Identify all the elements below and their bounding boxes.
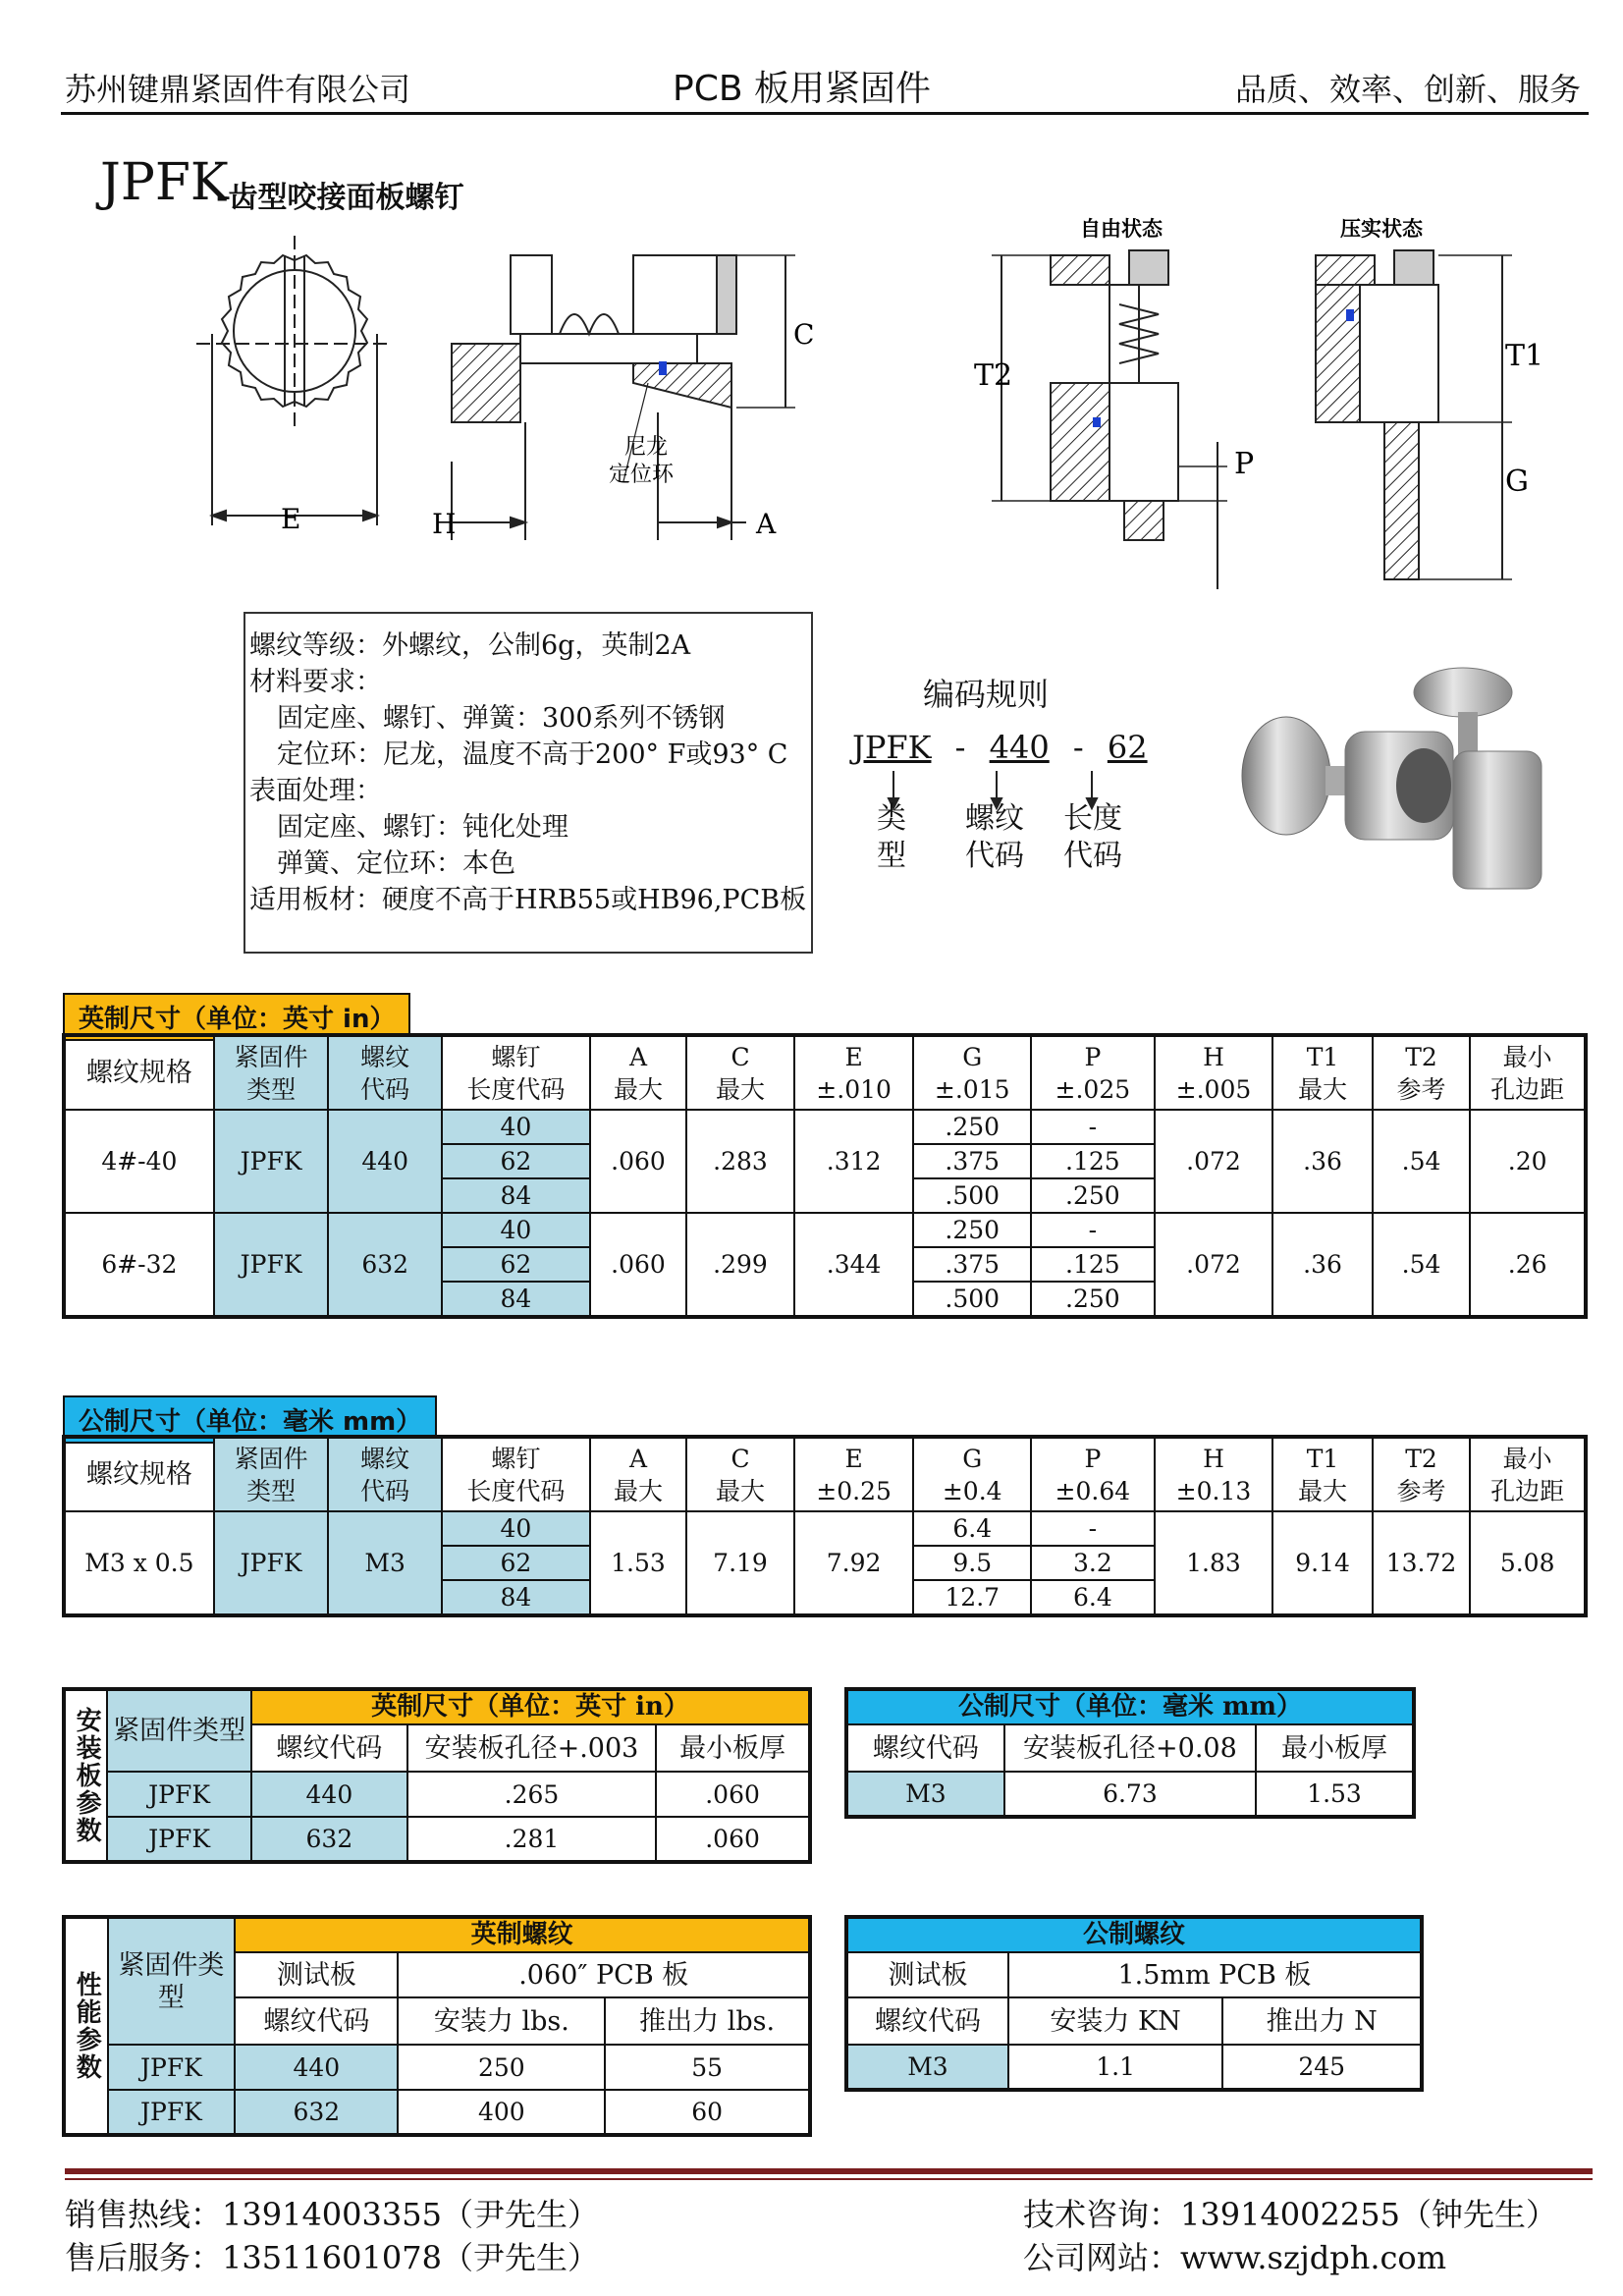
imperial-test-board: .060″ PCB 板 bbox=[398, 1952, 810, 1997]
side-section bbox=[452, 255, 795, 540]
col-header: 最小板厚 bbox=[1256, 1724, 1414, 1772]
label-t1: T1 bbox=[1505, 339, 1544, 373]
cell: JPFK bbox=[108, 2090, 236, 2135]
perf-imperial-tag: 英制螺纹 bbox=[235, 1917, 810, 1952]
cell: .281 bbox=[407, 1817, 656, 1862]
cell: 1.1 bbox=[1008, 2045, 1222, 2090]
cell: 6#-32 bbox=[64, 1213, 214, 1317]
product-photo bbox=[1217, 663, 1551, 899]
col-header: 紧固件 类型 bbox=[214, 1437, 329, 1511]
cell: 40 bbox=[442, 1110, 590, 1144]
product-code: JPFK bbox=[100, 153, 229, 212]
cell: 440 bbox=[235, 2045, 398, 2090]
cell: 440 bbox=[251, 1772, 407, 1817]
imperial-tag: 英制尺寸（单位：英寸 in） bbox=[63, 993, 410, 1041]
col-header: 螺纹规格 bbox=[64, 1035, 214, 1110]
spec-line: 表面处理： bbox=[249, 776, 382, 806]
metric-test-board: 1.5mm PCB 板 bbox=[1008, 1952, 1422, 1997]
col-header: P ±.025 bbox=[1031, 1035, 1155, 1110]
table-row bbox=[64, 2090, 810, 2135]
table-row bbox=[64, 1213, 1586, 1247]
col-header: G ±0.4 bbox=[913, 1437, 1031, 1511]
label-g: G bbox=[1505, 465, 1529, 499]
cell: .250 bbox=[1031, 1178, 1155, 1213]
cell: JPFK bbox=[214, 1213, 329, 1317]
footer-rule-thin bbox=[65, 2178, 1593, 2180]
col-header: 螺纹 代码 bbox=[328, 1035, 442, 1110]
col-header: G ±.015 bbox=[913, 1035, 1031, 1110]
cell: .125 bbox=[1031, 1144, 1155, 1178]
spec-line: 材料要求： bbox=[249, 667, 382, 697]
coding-example bbox=[852, 729, 1148, 766]
cell: .250 bbox=[913, 1213, 1031, 1247]
spec-line: 定位环：尼龙，温度不高于200° F或93° C bbox=[277, 739, 788, 770]
header-row bbox=[64, 1035, 1586, 1110]
spec-line: 适用板材：硬度不高于HRB55或HB96,PCB板 bbox=[249, 885, 807, 915]
label-h: H bbox=[432, 508, 457, 540]
cell: 40 bbox=[442, 1213, 590, 1247]
cell: 4#-40 bbox=[64, 1110, 214, 1213]
label-c: C bbox=[793, 318, 815, 351]
header-rule bbox=[61, 112, 1589, 115]
col-header: C 最大 bbox=[686, 1035, 794, 1110]
col-header: 推出力 lbs. bbox=[605, 1997, 810, 2045]
col-header: 螺纹代码 bbox=[251, 1724, 407, 1772]
cell: 7.19 bbox=[686, 1511, 794, 1615]
coding-thread: 440 bbox=[989, 729, 1050, 766]
cell: .250 bbox=[1031, 1282, 1155, 1317]
cell: .060 bbox=[590, 1110, 687, 1213]
cell: 245 bbox=[1222, 2045, 1422, 2090]
perf-side-label: 性能参数 bbox=[64, 1917, 108, 2135]
cell: 9.14 bbox=[1272, 1511, 1373, 1615]
cell: JPFK bbox=[107, 1817, 251, 1862]
col-header: 螺纹代码 bbox=[846, 1997, 1008, 2045]
cell: M3 bbox=[846, 2045, 1008, 2090]
label-a: A bbox=[756, 508, 777, 540]
coding-label-length: 长度 代码 bbox=[1063, 801, 1122, 873]
install-imperial-tag: 英制尺寸（单位：英寸 in） bbox=[251, 1689, 810, 1724]
cell: - bbox=[1031, 1511, 1155, 1546]
metric-table bbox=[62, 1435, 1588, 1617]
perf-metric-tag: 公制螺纹 bbox=[846, 1917, 1422, 1952]
cell: .344 bbox=[794, 1213, 914, 1317]
cell: - bbox=[1031, 1213, 1155, 1247]
coding-dash: - bbox=[1072, 729, 1084, 766]
cell: .500 bbox=[913, 1282, 1031, 1317]
free-state-drawing bbox=[992, 250, 1227, 589]
spec-line: 螺纹等级：外螺纹，公制6g，英制2A bbox=[249, 630, 691, 661]
website: 公司网站：www.szjdph.com bbox=[1023, 2239, 1447, 2276]
col-header: 最小板厚 bbox=[656, 1724, 810, 1772]
coding-label-type: 类 型 bbox=[877, 801, 906, 873]
cell: 1.53 bbox=[1256, 1772, 1414, 1817]
cell: 5.08 bbox=[1470, 1511, 1586, 1615]
perf-type-header: 紧固件类型 bbox=[108, 1917, 236, 2045]
col-header: 安装板孔径+.003 bbox=[407, 1724, 656, 1772]
col-header: H ±.005 bbox=[1155, 1035, 1273, 1110]
cell: 6.73 bbox=[1004, 1772, 1256, 1817]
cell: 250 bbox=[398, 2045, 605, 2090]
label-nylon: 尼龙 bbox=[624, 435, 669, 460]
col-header: 螺钉 长度代码 bbox=[442, 1035, 590, 1110]
perf-imperial-table bbox=[62, 1915, 812, 2137]
cell: 6.4 bbox=[913, 1511, 1031, 1546]
coding-title: 编码规则 bbox=[923, 676, 1050, 713]
cell: .072 bbox=[1155, 1213, 1273, 1317]
cell: .26 bbox=[1470, 1213, 1586, 1317]
footer-rule bbox=[65, 2168, 1593, 2174]
col-header: 螺钉 长度代码 bbox=[442, 1437, 590, 1511]
cell: 440 bbox=[328, 1110, 442, 1213]
cell: 84 bbox=[442, 1282, 590, 1317]
after-sales: 售后服务：13511601078（尹先生） bbox=[65, 2239, 599, 2276]
col-header: H ±0.13 bbox=[1155, 1437, 1273, 1511]
product-name: -齿型咬接面板螺钉 bbox=[216, 181, 464, 215]
table-row bbox=[64, 1817, 810, 1862]
cell: .283 bbox=[686, 1110, 794, 1213]
col-header: 安装力 KN bbox=[1008, 1997, 1222, 2045]
cell: 3.2 bbox=[1031, 1546, 1155, 1580]
cell: .312 bbox=[794, 1110, 914, 1213]
label-ring: 定位环 bbox=[609, 463, 675, 487]
slogan: 品质、效率、创新、服务 bbox=[1235, 71, 1582, 108]
cell: .375 bbox=[913, 1247, 1031, 1282]
cell: 7.92 bbox=[794, 1511, 914, 1615]
col-header: A 最大 bbox=[590, 1437, 687, 1511]
cell: .20 bbox=[1470, 1110, 1586, 1213]
col-header: 安装力 lbs. bbox=[398, 1997, 605, 2045]
cell: JPFK bbox=[108, 2045, 236, 2090]
col-header: 螺纹代码 bbox=[846, 1724, 1004, 1772]
cell: - bbox=[1031, 1110, 1155, 1144]
cell: M3 x 0.5 bbox=[64, 1511, 214, 1615]
col-header: A 最大 bbox=[590, 1035, 687, 1110]
col-header: 安装板孔径+0.08 bbox=[1004, 1724, 1256, 1772]
cell: JPFK bbox=[107, 1772, 251, 1817]
label-p: P bbox=[1234, 447, 1255, 481]
cell: .072 bbox=[1155, 1110, 1273, 1213]
cell: JPFK bbox=[214, 1110, 329, 1213]
free-state-label: 自由状态 bbox=[1080, 217, 1163, 241]
install-metric-tag: 公制尺寸（单位：毫米 mm） bbox=[846, 1689, 1414, 1724]
cell: 9.5 bbox=[913, 1546, 1031, 1580]
cell: 84 bbox=[442, 1580, 590, 1615]
col-header: T2 参考 bbox=[1373, 1035, 1471, 1110]
col-header: 螺纹规格 bbox=[64, 1437, 214, 1511]
col-header: 螺纹代码 bbox=[235, 1997, 398, 2045]
col-header: 最小 孔边距 bbox=[1470, 1035, 1586, 1110]
cell: 400 bbox=[398, 2090, 605, 2135]
install-metric-table bbox=[844, 1687, 1416, 1819]
pressed-state-label: 压实状态 bbox=[1340, 217, 1423, 241]
technical-drawing bbox=[187, 216, 1561, 589]
cell: 40 bbox=[442, 1511, 590, 1546]
cell: 62 bbox=[442, 1144, 590, 1178]
coding-label-thread: 螺纹 代码 bbox=[965, 801, 1024, 873]
col-header: E ±0.25 bbox=[794, 1437, 914, 1511]
col-header: T2 参考 bbox=[1373, 1437, 1471, 1511]
col-header: 最小 孔边距 bbox=[1470, 1437, 1586, 1511]
sales-hotline: 销售热线：13914003355（尹先生） bbox=[65, 2196, 599, 2233]
col-header: 推出力 N bbox=[1222, 1997, 1422, 2045]
cell: 632 bbox=[328, 1213, 442, 1317]
install-imperial-table bbox=[62, 1687, 812, 1864]
table-row bbox=[64, 1511, 1586, 1546]
cell: .500 bbox=[913, 1178, 1031, 1213]
col-header: T1 最大 bbox=[1272, 1437, 1373, 1511]
imperial-table bbox=[62, 1033, 1588, 1319]
coding-type: JPFK bbox=[852, 729, 932, 766]
top-view-gear bbox=[196, 236, 393, 525]
install-side-label: 安装板参数 bbox=[64, 1689, 107, 1862]
cell: 1.53 bbox=[590, 1511, 687, 1615]
col-header: 螺纹 代码 bbox=[328, 1437, 442, 1511]
cell: M3 bbox=[328, 1511, 442, 1615]
col-header: 紧固件 类型 bbox=[214, 1035, 329, 1110]
cell: 6.4 bbox=[1031, 1580, 1155, 1615]
cell: .54 bbox=[1373, 1213, 1471, 1317]
col-header: E ±.010 bbox=[794, 1035, 914, 1110]
table-row bbox=[64, 2045, 810, 2090]
header-row bbox=[64, 1437, 1586, 1511]
test-label: 测试板 bbox=[846, 1952, 1008, 1997]
coding-length: 62 bbox=[1107, 729, 1148, 766]
cell: .250 bbox=[913, 1110, 1031, 1144]
cell: .125 bbox=[1031, 1247, 1155, 1282]
col-header: P ±0.64 bbox=[1031, 1437, 1155, 1511]
metric-tag: 公制尺寸（单位：毫米 mm） bbox=[63, 1395, 437, 1444]
spec-box bbox=[243, 612, 813, 954]
table-row bbox=[846, 1772, 1414, 1817]
cell: 55 bbox=[605, 2045, 810, 2090]
spec-line: 固定座、螺钉、弹簧：300系列不锈钢 bbox=[277, 703, 726, 734]
cell: 632 bbox=[251, 1817, 407, 1862]
cell: .36 bbox=[1272, 1213, 1373, 1317]
cell: 60 bbox=[605, 2090, 810, 2135]
page-title: PCB 板用紧固件 bbox=[673, 69, 931, 109]
cell: .36 bbox=[1272, 1110, 1373, 1213]
pressed-state-drawing bbox=[1316, 250, 1512, 579]
company-name: 苏州键鼎紧固件有限公司 bbox=[65, 71, 411, 108]
cell: 84 bbox=[442, 1178, 590, 1213]
tech-consult: 技术咨询：13914002255（钟先生） bbox=[1023, 2196, 1557, 2233]
cell: .54 bbox=[1373, 1110, 1471, 1213]
cell: .060 bbox=[590, 1213, 687, 1317]
spec-line: 固定座、螺钉：钝化处理 bbox=[277, 812, 568, 843]
table-row bbox=[64, 1110, 1586, 1144]
col-header: T1 最大 bbox=[1272, 1035, 1373, 1110]
cell: .375 bbox=[913, 1144, 1031, 1178]
cell: .299 bbox=[686, 1213, 794, 1317]
col-header: C 最大 bbox=[686, 1437, 794, 1511]
cell: 12.7 bbox=[913, 1580, 1031, 1615]
cell: JPFK bbox=[214, 1511, 329, 1615]
cell: 13.72 bbox=[1373, 1511, 1471, 1615]
spec-line: 弹簧、定位环：本色 bbox=[277, 848, 515, 879]
cell: .265 bbox=[407, 1772, 656, 1817]
coding-dash: - bbox=[954, 729, 966, 766]
label-t2: T2 bbox=[974, 358, 1013, 393]
perf-metric-table bbox=[844, 1915, 1424, 2092]
cell: .060 bbox=[656, 1817, 810, 1862]
test-label: 测试板 bbox=[235, 1952, 398, 1997]
cell: M3 bbox=[846, 1772, 1004, 1817]
table-row bbox=[846, 2045, 1422, 2090]
cell: .060 bbox=[656, 1772, 810, 1817]
cell: 632 bbox=[235, 2090, 398, 2135]
cell: 62 bbox=[442, 1546, 590, 1580]
label-e: E bbox=[281, 503, 301, 535]
install-type-header: 紧固件类型 bbox=[107, 1689, 251, 1772]
cell: 1.83 bbox=[1155, 1511, 1273, 1615]
cell: 62 bbox=[442, 1247, 590, 1282]
table-row bbox=[64, 1772, 810, 1817]
